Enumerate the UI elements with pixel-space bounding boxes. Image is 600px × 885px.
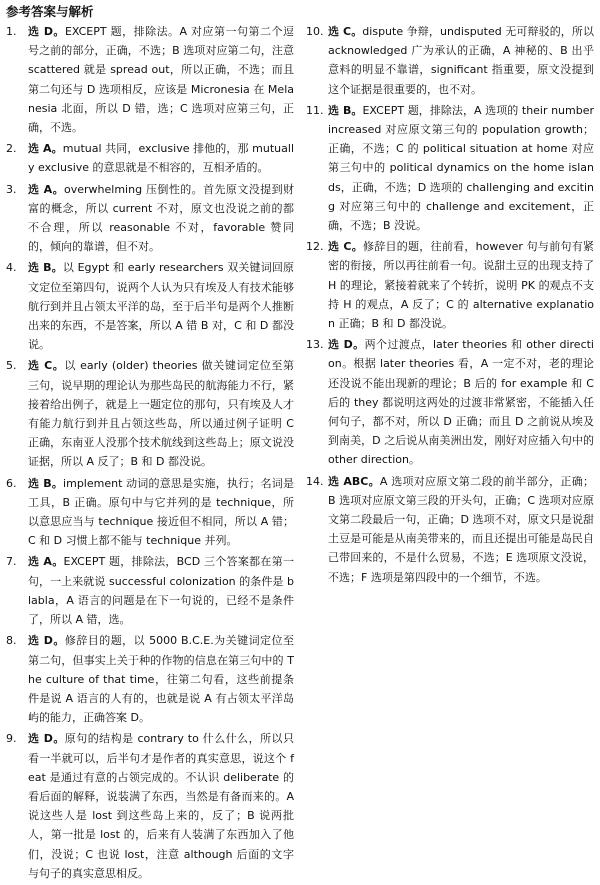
answer-body — [328, 335, 594, 469]
answer-number: 6. — [6, 476, 17, 490]
answer-explanation: implement 动词的意思是实施，执行；名词是工具，B 正确。原句中与它并列的是 technique，所以意思应当与 technique 接近但不相同，所以 A 错；C 和 D 习惯上都不能与 technique 并列。 — [28, 476, 294, 548]
answer-choice: 选 A。 — [28, 142, 63, 156]
answer-item — [6, 22, 294, 137]
answer-number: 12. — [306, 240, 324, 254]
answer-item — [6, 180, 294, 257]
answer-number: 7. — [6, 555, 17, 569]
answer-item — [306, 101, 594, 235]
answer-choice: 选 D。 — [28, 634, 65, 648]
columns — [6, 22, 594, 885]
answer-body — [28, 180, 294, 257]
answer-explanation: EXCEPT 题，排除法，A 选项的 their number increased 对应原文第三句的 population growth；正确，不选；C 的 political situation at home 对应第三句中的 political dynamics on the home islands，正确，不选；D 选项的 challenging and exciting 对应第三句中的 challenge and excitement，正确，不选；B 没说。 — [328, 103, 594, 233]
answer-choice: 选 D。 — [328, 338, 365, 352]
answer-item — [6, 139, 294, 177]
answer-choice: 选 B。 — [28, 261, 63, 275]
answer-body — [28, 474, 294, 551]
answer-choice: 选 C。 — [28, 359, 65, 373]
answer-body — [328, 22, 594, 99]
answer-item — [6, 356, 294, 471]
answer-explanation: EXCEPT 题，排除法。A 对应第一句第二个逗号之前的部分，正确，不选；B 选项对应第二句，注意 scattered 就是 spread out，所以正确，不选；而且第二句还与 D 选项相反，应该是 Micronesia 在 Melanesia 北面，所以 D 错，选；C 选项对应第三句，正确，不选。 — [28, 25, 294, 135]
answer-explanation: EXCEPT 题，排除法，BCD 三个答案都在第一句，一上来就说 successful colonization 的条件是 blabla，A 语言的问题是在下一句说的，已经不是条件了，所以 A 错，选。 — [28, 555, 294, 627]
answer-number: 4. — [6, 261, 17, 275]
answer-choice: 选 ABC。 — [328, 474, 380, 488]
answer-number: 14. — [306, 474, 324, 488]
answer-explanation: dispute 争辩，undisputed 无可辩驳的，所以 acknowledged 广为承认的正确，A 神秘的、B 出乎意料的明显不靠谱，significant 指重要，原文没提到这个证据是很重要的，也不对。 — [328, 25, 594, 96]
answer-body — [28, 552, 294, 629]
answer-body — [28, 258, 294, 354]
answer-item — [6, 631, 294, 727]
answer-choice: 选 C。 — [328, 240, 363, 254]
answer-item — [306, 472, 594, 587]
answer-item — [6, 552, 294, 629]
answer-body — [28, 631, 294, 727]
answer-choice: 选 A。 — [28, 182, 65, 196]
answer-explanation: 修辞目的题，往前看，however 句与前句有紧密的衔接，所以再往前看一句。说甜土豆的出现支持了 H 的理论，紧接着就来了个转折，说明 PK 的观点不支持 H 的观点，A 反了；C 的 alternative explanation 正确；B 和 D 都没说。 — [328, 240, 594, 331]
answer-number: 11. — [306, 103, 324, 117]
answer-number: 10. — [306, 25, 324, 38]
answer-number: 8. — [6, 634, 17, 648]
answer-body — [328, 472, 594, 587]
answer-explanation: 修辞目的题，以 5000 B.C.E.为关键词定位至第二句，但事实上关于种的作物的信息在第三句中的 The culture of that time，往第二句看，这些前提条件是说 A 语言的人有的，也就是说 A 有占领太平洋岛屿的能力，正确答案 D。 — [28, 634, 294, 725]
answer-number: 3. — [6, 182, 17, 196]
answer-item — [306, 237, 594, 333]
answer-choice: 选 B。 — [28, 476, 64, 490]
answer-explanation: 以 early (older) theories 做关键词定位至第三句，说早期的理论认为那些岛民的航海能力不行，紧接着给出例子，就是上一题定位的那句，只有埃及人才有能力航行到并且占领这些岛，所以通过例子证明 C 正确，东南亚人没那个技术航线到这些岛上；原文说没证据，所以 A 反了；B 和 D 都没说。 — [28, 359, 294, 469]
right-column — [306, 22, 594, 885]
answer-body — [328, 237, 594, 333]
answer-number: 9. — [6, 732, 17, 746]
answer-number: 5. — [6, 359, 17, 373]
answer-item — [6, 729, 294, 883]
answer-choice: 选 A。 — [28, 555, 64, 569]
answer-choice: 选 C。 — [328, 25, 363, 38]
answer-item — [306, 335, 594, 469]
answer-body — [28, 729, 294, 883]
answer-choice: 选 B。 — [328, 103, 363, 117]
answer-number: 1. — [6, 25, 17, 38]
answer-explanation: 原句的结构是 contrary to 什么什么，所以只看一半就可以，后半句才是作者的真实意思，说这个 feat 是通过有意的占领完成的。不认识 deliberate 的看后面的解释，说装满了东西，当然是有备而来的。A 说这些人是 lost 到这些岛上来的，反了；B 说两批人，第一批是 lost 的，后来有人装满了东西加入了他们，没说；C 也说 lost，注意 although 后面的文字与句子的真实意思相反。 — [28, 732, 294, 880]
left-column — [6, 22, 294, 885]
answer-choice: 选 D。 — [28, 25, 65, 38]
answer-body — [28, 356, 294, 471]
answer-explanation: 以 Egypt 和 early researchers 双关键词回原文定位至第四句，说两个人认为只有埃及人有技术能够航行到并且占领太平洋的岛，至于后半句是两个人推断出来的东西，不是答案，所以 A 错 B 对，C 和 D 都没说。 — [28, 261, 294, 352]
answer-number: 13. — [306, 338, 324, 352]
answer-explanation: A 选项对应原文第二段的前半部分，正确；B 选项对应原文第三段的开头句，正确；C 选项对应原文第二段最后一句，正确；D 选项不对，原文只是说甜土豆是可能是从南美带来的，而且还提出可能是岛民自己带回来的，不是什么贸易，不选；E 选项原文没说，不选；F 选项是第四段中的一个细节，不选。 — [328, 474, 594, 584]
answer-explanation: 两个过渡点，later theories 和 other direction。根据 later theories 看，A 一定不对，老的理论还没说不能出现新的理论；B 后的 for example 和 C 后的 they 都说明这两处的过渡非常紧密，不能插入任何句子，都不对，所以 D 正确；而且 D 之前说从埃及到南美，D 之后说从南美洲出发，刚好对应插入句中的 other direction。 — [328, 338, 594, 467]
answer-number: 2. — [6, 142, 17, 156]
answer-choice: 选 D。 — [28, 732, 65, 746]
answer-explanation: mutual 共同，exclusive 排他的，那 mutually exclusive 的意思就是不相容的，互相矛盾的。 — [28, 142, 295, 175]
answer-body — [328, 101, 594, 235]
answer-item — [6, 258, 294, 354]
answer-body — [28, 22, 294, 137]
answer-item — [306, 22, 594, 99]
answer-body — [28, 139, 294, 177]
page-title: 参考答案与解析 — [6, 4, 94, 19]
answer-item — [6, 474, 294, 551]
answer-explanation: overwhelming 压倒性的。首先原文没提到财富的概念，所以 current 不对，原文也没说之前的都不合理，所以 reasonable 不对，favorable 赞同的，倾向的靠谱，但不对。 — [28, 182, 294, 254]
